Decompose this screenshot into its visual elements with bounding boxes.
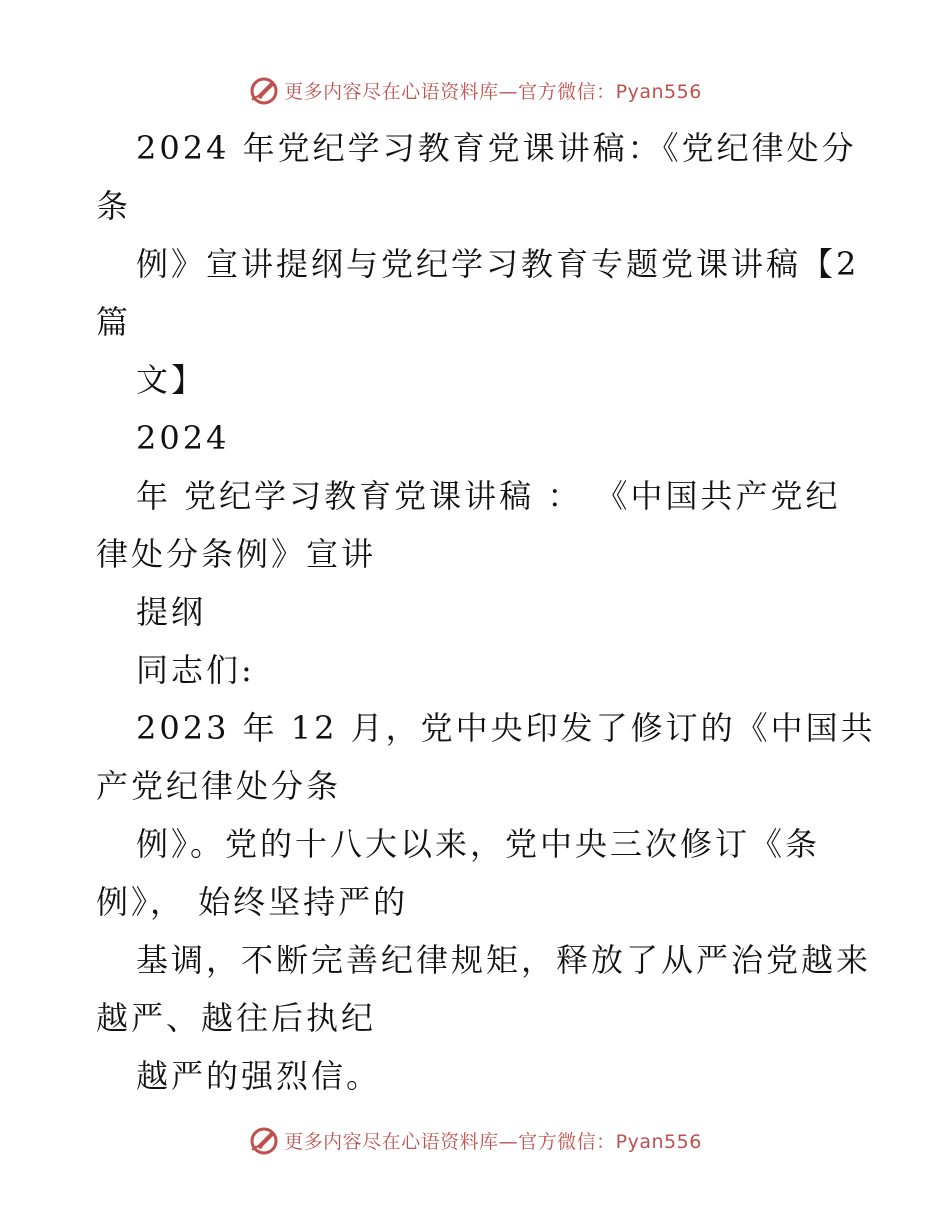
text-line: 同志们:	[136, 651, 255, 689]
text-line: 越严、越往后执纪	[96, 999, 377, 1037]
text-line: 条	[96, 187, 132, 225]
text-line: 律处分条例》宣讲	[96, 535, 377, 573]
text-line: 越严的强烈信。	[136, 1057, 382, 1095]
watermark-text: 更多内容尽在心语资料库—官方微信：Pyan556	[284, 80, 702, 103]
footer-watermark	[0, 1122, 950, 1158]
watermark-text: 更多内容尽在心语资料库—官方微信：Pyan556	[284, 1130, 702, 1153]
text-line: 年 党纪学习教育党课讲稿 ： 《中国共产党纪	[136, 477, 841, 515]
text-line: 例》宣讲提纲与党纪学习教育专题党课讲稿【2	[136, 245, 860, 283]
text-line: 篇	[96, 303, 132, 341]
logo-icon	[248, 1124, 280, 1156]
logo-icon	[248, 74, 280, 106]
text-line: 基调，不断完善纪律规矩，释放了从严治党越来	[136, 941, 872, 979]
text-line: 产党纪律处分条	[96, 767, 342, 805]
text-line: 例》， 始终坚持严的	[96, 883, 409, 921]
text-line: 文】	[136, 361, 207, 399]
text-line: 例》。党的十八大以来，党中央三次修订《条	[136, 825, 821, 863]
text-line: 2023 年 12 月，党中央印发了修订的《中国共	[136, 709, 876, 747]
header-watermark	[0, 72, 950, 108]
text-line: 2024 年党纪学习教育党课讲稿：《党纪律处分	[136, 129, 857, 167]
text-line: 2024	[136, 419, 230, 457]
text-line: 提纲	[136, 593, 207, 631]
